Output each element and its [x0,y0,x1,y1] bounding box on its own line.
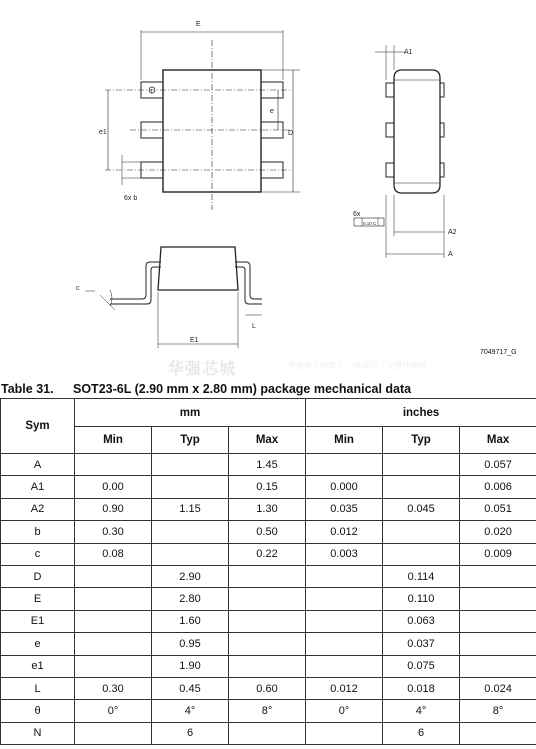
cell-value [306,454,383,476]
cell-value: 0.22 [229,543,306,565]
table-row [1,700,536,722]
table-title: SOT23-6L (2.90 mm x 2.80 mm) package mechanical data [73,382,412,396]
table-row [1,454,536,476]
label-A2: A2 [448,229,457,236]
row-symbol: A2 [1,498,75,520]
mm-header: mm [75,399,306,427]
cell-value: 0.000 [306,476,383,498]
cell-value: 0.08 [75,543,152,565]
cell-value [229,565,306,587]
cell-value [75,588,152,610]
table-row [1,722,536,744]
cell-value: 4° [383,700,460,722]
cell-value [75,610,152,632]
table-row [1,476,536,498]
cell-value: 0.00 [75,476,152,498]
cell-value [460,588,536,610]
cell-value [152,543,229,565]
cell-value: 8° [460,700,536,722]
table-row [1,633,536,655]
label-6x-b: 6x b [124,195,138,202]
row-symbol: A [1,454,75,476]
table-row [1,521,536,543]
cell-value: 0.30 [75,521,152,543]
cell-value: 0° [75,700,152,722]
cell-value: 0.020 [460,521,536,543]
cell-value: 0.60 [229,677,306,699]
table-row [1,677,536,699]
label-e: e [270,108,274,115]
label-e1: e1 [99,129,107,136]
cell-value [152,476,229,498]
table-row [1,498,536,520]
cell-value: 1.45 [229,454,306,476]
inches-header: inches [306,399,536,427]
cell-value: 0.045 [383,498,460,520]
cell-value: 0.018 [383,677,460,699]
cell-value [460,633,536,655]
row-symbol: θ [1,700,75,722]
cell-value: 0.50 [229,521,306,543]
cell-value: 2.90 [152,565,229,587]
row-symbol: L [1,677,75,699]
cell-value: 0.114 [383,565,460,587]
table-row [1,588,536,610]
cell-value [229,610,306,632]
table-body [1,454,536,745]
side-view-body [394,70,440,193]
cell-value: 0.035 [306,498,383,520]
cell-value [383,543,460,565]
cell-value [383,476,460,498]
end-view-body [158,247,238,290]
mechanical-data-table [0,398,536,745]
cell-value [460,655,536,677]
cell-value: 6 [152,722,229,744]
cell-value: 8° [229,700,306,722]
table-row [1,655,536,677]
cell-value [229,633,306,655]
cell-value [75,565,152,587]
cell-value [383,454,460,476]
watermark-sub: 华强电子网旗下 一站式电子元器件商城 [288,361,427,370]
col-header: Max [460,427,536,454]
table-row [1,565,536,587]
label-L: L [252,323,256,330]
cell-value: 1.15 [152,498,229,520]
cell-value: 4° [152,700,229,722]
cell-value: 0.012 [306,677,383,699]
row-symbol: b [1,521,75,543]
label-E1: E1 [190,337,199,344]
table-caption [0,379,536,397]
cell-value: 0.075 [383,655,460,677]
label-6x-tol: 6x [353,211,361,218]
cell-value: 0.15 [229,476,306,498]
cell-value [75,655,152,677]
table-number: Table 31. [1,382,54,396]
cell-value: 1.60 [152,610,229,632]
col-header: Max [229,427,306,454]
label-A: A [448,251,453,258]
cell-value: 0° [306,700,383,722]
label-A1: A1 [404,49,413,56]
cell-value: 0.037 [383,633,460,655]
cell-value: 0.057 [460,454,536,476]
row-symbol: E [1,588,75,610]
cell-value: 1.30 [229,498,306,520]
cell-value: 0.006 [460,476,536,498]
table-row [1,610,536,632]
cell-value [460,722,536,744]
cell-value [460,610,536,632]
cell-value: 0.90 [75,498,152,520]
row-symbol: c [1,543,75,565]
label-pin1: 1 [150,89,153,95]
row-symbol: e [1,633,75,655]
drawing-code: 7049717_G [480,349,517,356]
row-symbol: e1 [1,655,75,677]
label-E: E [196,21,201,28]
col-header: Typ [383,427,460,454]
row-symbol: E1 [1,610,75,632]
sym-header: Sym [1,399,75,454]
cell-value: 2.80 [152,588,229,610]
col-header: Min [75,427,152,454]
package-drawing [0,0,536,368]
watermark: 华强芯城 [168,361,237,378]
cell-value: 0.110 [383,588,460,610]
cell-value [306,655,383,677]
cell-value [152,454,229,476]
cell-value [229,588,306,610]
label-c: c [76,285,80,292]
cell-value: 0.95 [152,633,229,655]
cell-value [460,565,536,587]
cell-value: 6 [383,722,460,744]
col-header: Typ [152,427,229,454]
cell-value [75,722,152,744]
row-symbol: A1 [1,476,75,498]
row-symbol: D [1,565,75,587]
cell-value: 0.063 [383,610,460,632]
cell-value: 0.012 [306,521,383,543]
cell-value [75,633,152,655]
label-D: D [288,130,294,137]
cell-value [383,521,460,543]
cell-value: 1.90 [152,655,229,677]
cell-value [229,655,306,677]
cell-value [306,722,383,744]
label-tolerance: 0.10 C [363,221,377,226]
row-symbol: N [1,722,75,744]
cell-value [306,610,383,632]
cell-value [229,722,306,744]
cell-value [306,588,383,610]
table-row [1,543,536,565]
cell-value [306,565,383,587]
cell-value: 0.003 [306,543,383,565]
col-header: Min [306,427,383,454]
cell-value: 0.45 [152,677,229,699]
package-outline-svg [0,0,536,368]
cell-value: 0.024 [460,677,536,699]
cell-value: 0.009 [460,543,536,565]
cell-value: 0.30 [75,677,152,699]
cell-value: 0.051 [460,498,536,520]
cell-value [306,633,383,655]
cell-value [152,521,229,543]
cell-value [75,454,152,476]
